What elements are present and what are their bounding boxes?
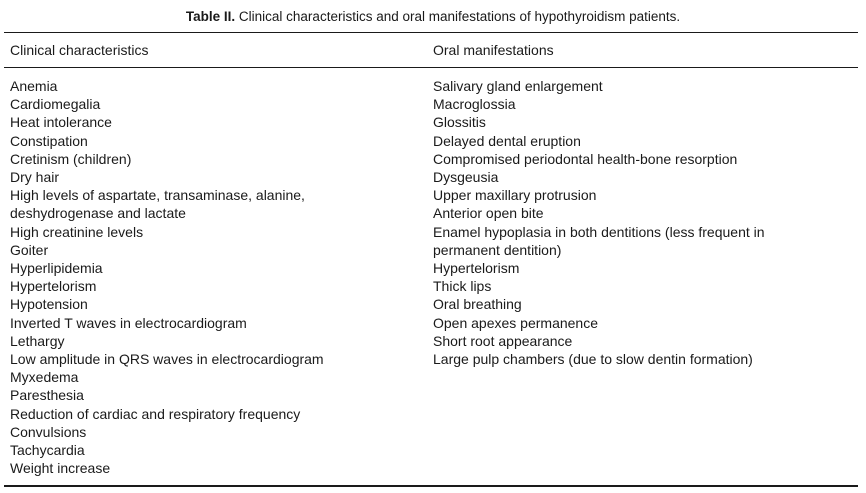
oral-item: Delayed dental eruption — [433, 132, 581, 149]
oral-item: Oral breathing — [433, 296, 522, 313]
oral-item: Large pulp chambers (due to slow dentin formation) — [433, 351, 753, 368]
table-top-rule — [4, 32, 858, 33]
clinical-item: Anemia — [10, 78, 58, 94]
oral-item: Short root appearance — [433, 332, 573, 349]
clinical-item: Goiter — [10, 241, 49, 258]
clinical-item: Hypertelorism — [10, 278, 97, 295]
clinical-item: Paresthesia — [10, 387, 84, 404]
clinical-item: Lethargy — [10, 332, 65, 349]
oral-item: Macroglossia — [433, 96, 516, 113]
table-bottom-rule — [4, 485, 858, 487]
oral-item: Compromised periodontal health-bone resorption — [433, 150, 738, 167]
clinical-item: Dry hair — [10, 169, 60, 186]
clinical-item: Convulsions — [10, 423, 87, 440]
oral-item: Dysgeusia — [433, 169, 499, 186]
clinical-item: Hyperlipidemia — [10, 260, 103, 277]
oral-item: Hypertelorism — [433, 260, 520, 277]
oral-item: Enamel hypoplasia in both dentitions (less frequent in permanent dentition) — [433, 223, 765, 258]
clinical-item: Cretinism (children) — [10, 150, 132, 167]
clinical-item: Myxedema — [10, 369, 79, 386]
oral-item: Glossitis — [433, 114, 486, 131]
header-clinical-characteristics: Clinical characteristics — [10, 42, 149, 58]
clinical-item: Tachycardia — [10, 442, 85, 459]
table-title: Clinical characteristics and oral manifestations of hypothyroidism patients. — [235, 9, 681, 24]
header-rule — [4, 67, 858, 68]
oral-item: Thick lips — [433, 278, 492, 295]
oral-item: Upper maxillary protrusion — [433, 187, 597, 204]
clinical-item: Reduction of cardiac and respiratory frequency — [10, 405, 301, 422]
clinical-item: Weight increase — [10, 460, 111, 477]
header-oral-manifestations: Oral manifestations — [433, 42, 554, 58]
oral-item: Open apexes permanence — [433, 314, 598, 331]
clinical-item: Heat intolerance — [10, 114, 112, 131]
oral-item: Anterior open bite — [433, 205, 544, 222]
clinical-item: High levels of aspartate, transaminase, alanine, deshydrogenase and lactate — [10, 187, 305, 222]
table-label: Table II. — [185, 9, 236, 24]
clinical-item: Cardiomegalia — [10, 96, 101, 113]
clinical-item: High creatinine levels — [10, 223, 144, 240]
table-caption — [0, 8, 866, 26]
oral-manifestations-list — [433, 77, 833, 368]
clinical-item: Hypotension — [10, 296, 88, 313]
clinical-item: Low amplitude in QRS waves in electrocardiogram — [10, 351, 324, 368]
clinical-characteristics-list — [10, 77, 410, 477]
oral-item: Salivary gland enlargement — [433, 78, 603, 94]
clinical-item: Inverted T waves in electrocardiogram — [10, 314, 247, 331]
clinical-item: Constipation — [10, 132, 88, 149]
